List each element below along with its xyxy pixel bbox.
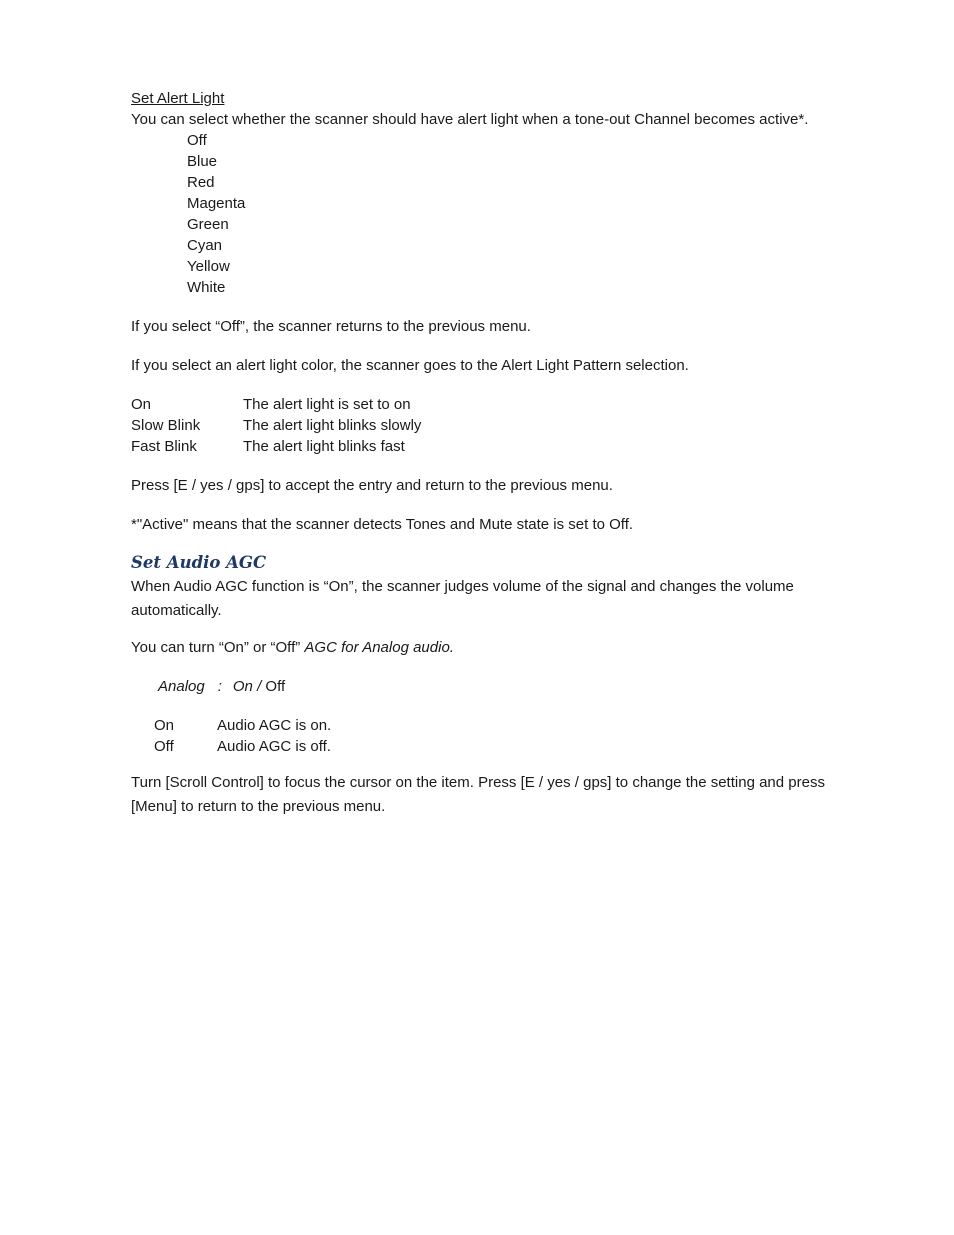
setting-separator: : [217, 678, 222, 695]
alert-color-option: White [187, 279, 226, 296]
alert-color-list [131, 130, 871, 298]
pattern-row [131, 415, 871, 436]
agc-state-row [131, 715, 871, 736]
alert-color-option: Blue [187, 153, 218, 170]
alert-light-title: Set Alert Light [131, 90, 225, 107]
agc-state-row [131, 736, 871, 757]
agc-state-name: Off [154, 738, 174, 755]
document-page [131, 88, 871, 819]
setting-on-option: On / [232, 678, 262, 695]
pattern-name: On [131, 396, 152, 413]
pattern-name: Slow Blink [131, 417, 201, 434]
pattern-desc: The alert light blinks fast [243, 438, 405, 455]
closing-instructions: Turn [Scroll Control] to focus the cursor on the item. Press [E / yes / gps] to change the setting and press [Menu] to return to the previous menu. [131, 774, 825, 815]
pattern-name: Fast Blink [131, 438, 197, 455]
pattern-desc: The alert light is set to on [243, 396, 411, 413]
analog-setting [131, 676, 871, 697]
pattern-table [131, 394, 871, 457]
pattern-desc: The alert light blinks slowly [243, 417, 422, 434]
alert-color-option: Green [187, 216, 229, 233]
audio-agc-intro: When Audio AGC function is “On”, the scanner judges volume of the signal and changes the volume automatically. [131, 578, 794, 619]
off-note: If you select “Off”, the scanner returns to the previous menu. [131, 318, 531, 335]
pattern-row [131, 394, 871, 415]
alert-color-option: Red [187, 174, 215, 191]
pattern-row [131, 436, 871, 457]
alert-color-option: Off [187, 132, 207, 149]
alert-color-option: Magenta [187, 195, 246, 212]
turn-note-prefix: You can turn “On” or “Off” [131, 639, 305, 656]
color-note: If you select an alert light color, the scanner goes to the Alert Light Pattern selection. [131, 357, 689, 374]
agc-state-table [131, 715, 871, 757]
agc-state-name: On [154, 717, 175, 734]
alert-color-option: Cyan [187, 237, 223, 254]
turn-note [131, 637, 871, 658]
active-footnote: *"Active" means that the scanner detects Tones and Mute state is set to Off. [131, 516, 634, 533]
turn-note-italic: AGC for Analog audio. [304, 639, 454, 656]
press-note: Press [E / yes / gps] to accept the entry and return to the previous menu. [131, 477, 613, 494]
agc-state-desc: Audio AGC is off. [217, 738, 331, 755]
agc-state-desc: Audio AGC is on. [217, 717, 332, 734]
alert-color-option: Yellow [187, 258, 230, 275]
alert-light-intro: You can select whether the scanner should have alert light when a tone-out Channel becomes active*. [131, 111, 809, 128]
analog-label: Analog [158, 678, 205, 695]
audio-agc-heading: Set Audio AGC [131, 553, 267, 572]
setting-off-option: Off [261, 678, 286, 695]
